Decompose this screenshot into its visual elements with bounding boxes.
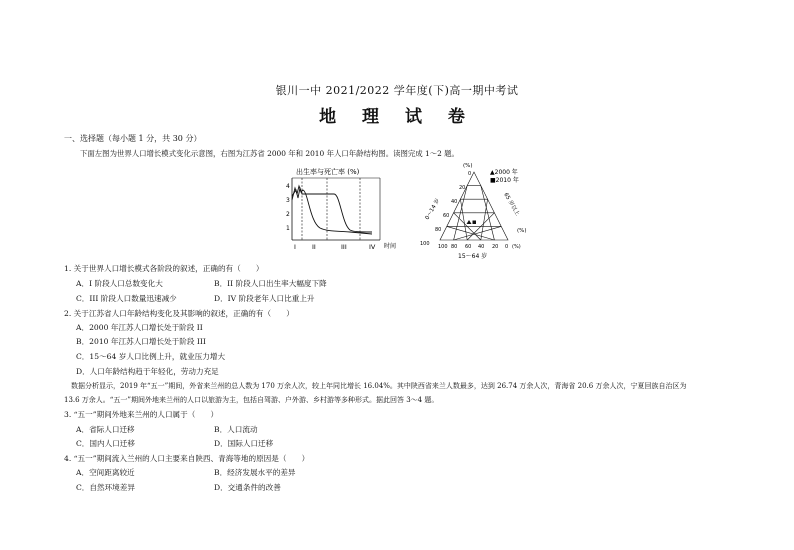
bottom-tick-40: 40 <box>478 244 485 250</box>
question-1-stem: 1. 关于世界人口增长模式各阶段的叙述，正确的有（ ） <box>64 264 264 273</box>
bottom-tick-80: 80 <box>451 244 458 250</box>
bottom-tick-0: 0 <box>505 244 509 250</box>
exam-title: 银川一中 2021/2022 学年度(下)高一期中考试 <box>275 84 519 97</box>
question-3-stem: 3. “五一”期间外地来兰州的人口属于（ ） <box>64 410 219 419</box>
question-2-option-b[interactable]: B．2010 年江苏人口增长处于阶段 III <box>76 337 206 346</box>
top-tick-60: 60 <box>443 213 450 219</box>
question-1-option-a[interactable]: A．I 阶段人口总数变化大 <box>76 279 163 288</box>
top-tick-0: 0 <box>468 171 472 177</box>
section-heading: 一、选择题（每小题 1 分，共 30 分） <box>64 134 202 143</box>
x-axis-label: 时间 <box>384 243 397 250</box>
question-4-option-d[interactable]: D．交通条件的改善 <box>214 483 281 492</box>
question-2-option-c[interactable]: C．15～64 岁人口比例上升，就业压力增大 <box>76 352 226 361</box>
question-3-option-c[interactable]: C．国内人口迁移 <box>76 439 135 448</box>
top-tick-100: 100 <box>420 241 430 247</box>
legend-2000: ▲2000 年 <box>490 169 518 176</box>
marker-2010 <box>473 221 477 225</box>
question-2-option-d[interactable]: D．人口年龄结构趋于年轻化，劳动力充足 <box>76 367 219 376</box>
question-1-option-d[interactable]: D．IV 阶段老年人口比重上升 <box>214 294 315 303</box>
question-4-option-c[interactable]: C．自然环境差异 <box>76 483 135 492</box>
y-tick-3: 3 <box>286 197 290 204</box>
marker-2000 <box>467 220 472 224</box>
question-2-stem: 2. 关于江苏省人口年龄结构变化及其影响的叙述，正确的有（ ） <box>64 309 294 318</box>
right-axis-label: 65 岁以上 <box>502 192 521 217</box>
question-4-option-a[interactable]: A．空间距离较近 <box>76 468 135 477</box>
question-3-option-a[interactable]: A．省际人口迁移 <box>76 425 135 434</box>
figure-left-title: 出生率与死亡率 (%) <box>296 168 360 176</box>
right-unit: (%) <box>517 228 527 234</box>
bottom-tick-20: 20 <box>492 244 499 250</box>
stage-label-4: IV <box>369 243 376 251</box>
question-4-stem: 4. “五一”期间流入兰州的人口主要来自陕西、青海等地的原因是（ ） <box>64 454 310 463</box>
bottom-tick-100: 100 <box>438 244 448 250</box>
question-2-option-a[interactable]: A．2000 年江苏人口增长处于阶段 II <box>76 323 203 332</box>
subject-title: 地 理 试 卷 <box>319 107 475 127</box>
top-unit: (%) <box>463 163 473 169</box>
age-structure-ternary-figure <box>414 160 534 262</box>
question-3-option-b[interactable]: B．人口流动 <box>214 425 258 434</box>
stage-label-1: I <box>294 243 296 251</box>
top-tick-20: 20 <box>459 185 466 191</box>
y-tick-4: 4 <box>286 183 290 190</box>
stage-label-3: III <box>341 243 347 251</box>
population-growth-figure <box>280 164 415 254</box>
y-tick-2: 2 <box>286 211 290 218</box>
bottom-unit: (%) <box>512 244 521 250</box>
passage-line-2: 13.6 万余人。“五一”期间外地来兰州的人口以旅游为主，包括自驾游、户外游、乡村游等多种形式。据此回答 3～4 题。 <box>64 396 439 404</box>
left-axis-label: 0～14 岁 <box>424 197 442 221</box>
top-tick-80: 80 <box>435 227 442 233</box>
bottom-axis-label: 15～64 岁 <box>458 253 488 260</box>
stage-label-2: II <box>312 243 316 251</box>
question-1-option-c[interactable]: C．III 阶段人口数量迅速减少 <box>76 294 177 303</box>
question-4-option-b[interactable]: B．经济发展水平的差异 <box>214 468 296 477</box>
top-tick-40: 40 <box>451 199 458 205</box>
question-3-option-d[interactable]: D．国际人口迁移 <box>214 439 274 448</box>
question-1-option-b[interactable]: B．II 阶段人口出生率大幅度下降 <box>214 279 327 288</box>
y-tick-1: 1 <box>286 225 290 232</box>
passage-line-1: 数据分析显示，2019 年“五一”期间，外省来兰州的总人数为 170 万余人次，较上年同比增长 16.04%。其中陕西省来兰人数最多，达到 26.74 万余人次，青海省 20.6 万余人次，宁夏回族自治区为 <box>64 382 687 390</box>
legend-2010: ■2010 年 <box>490 177 519 184</box>
section-intro: 下面左图为世界人口增长模式变化示意图，右图为江苏省 2000 年和 2010 年人口年龄结构图。读图完成 1～2 题。 <box>80 149 459 158</box>
bottom-tick-60: 60 <box>465 244 472 250</box>
